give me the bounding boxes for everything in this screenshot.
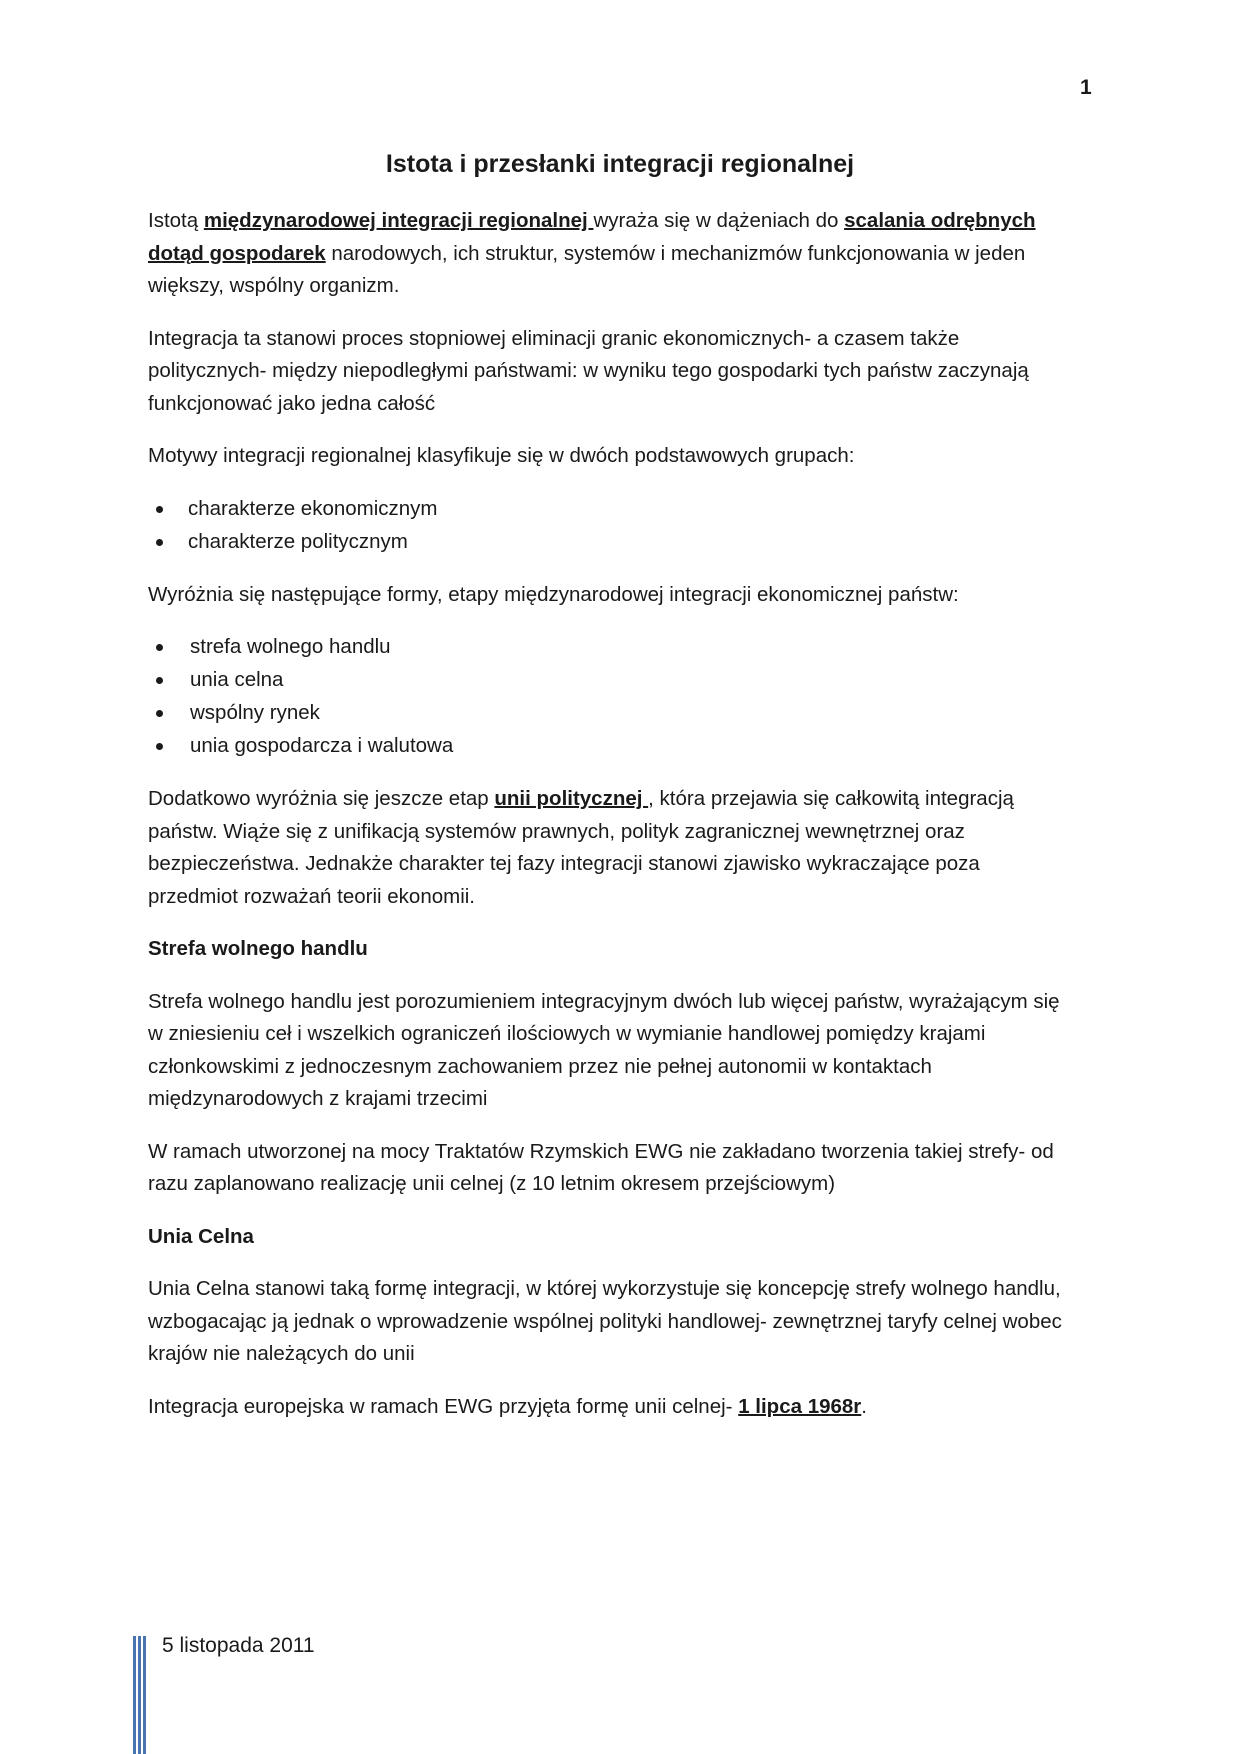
list-item: unia celna — [148, 664, 1068, 697]
accent-bar — [138, 1636, 141, 1754]
page-number: 1 — [1080, 76, 1092, 99]
term-political-union: unii politycznej — [494, 787, 649, 810]
forms-intro: Wyróżnia się następujące formy, etapy międzynarodowej integracji ekonomicznej państw: — [148, 582, 959, 606]
customs-union-date-paragraph: Integracja europejska w ramach EWG przyjęta formę unii celnej- 1 lipca 1968r. — [148, 1394, 867, 1418]
term-international-integration: międzynarodowej integracji regionalnej — [203, 209, 594, 232]
section-heading-free-trade: Strefa wolnego handlu — [148, 937, 368, 960]
footer-accent-bars — [133, 1636, 147, 1754]
list-item: unia gospodarcza i walutowa — [148, 730, 1068, 763]
list-item: strefa wolnego handlu — [148, 631, 1068, 664]
forms-list — [148, 631, 1068, 763]
footer-date: 5 listopada 2011 — [162, 1634, 315, 1657]
intro-paragraph: Istotą międzynarodowej integracji regionalnej wyraża się w dążeniach do scalania odrębnych dotąd gospodarek narodowych, ich struktur, systemów i mechanizmów funkcjonowania w jeden większy, wspólny organizm. — [148, 209, 1036, 297]
free-trade-paragraph: Strefa wolnego handlu jest porozumieniem integracyjnym dwóch lub więcej państw, wyrażającym się w zniesieniu ceł i wszelkich ograniczeń ilościowych w wymianie handlowej pomiędzy krajami członkowskimi z jednoczesnym zachowaniem przez nie pełnej autonomii w kontaktach międzynarodowych z krajami trzecimi — [148, 989, 1060, 1110]
list-item: charakterze ekonomicznym — [148, 493, 1068, 526]
political-union-paragraph: Dodatkowo wyróżnia się jeszcze etap unii politycznej , która przejawia się całkowitą integracją państw. Wiąże się z unifikacją systemów prawnych, polityk zagranicznej wewnętrznej oraz bezpieczeństwa. Jednakże charakter tej fazy integracji stanowi zjawisko wykraczające poza przedmiot rozważań teorii ekonomii. — [148, 787, 1014, 908]
term-merging-economies: scalania odrębnych dotąd gospodarek — [148, 209, 1036, 265]
integration-paragraph: Integracja ta stanowi proces stopniowej eliminacji granic ekonomicznych- a czasem także politycznych- między niepodległymi państwami: w wyniku tego gospodarki tych państw zaczynają funkcjonować jako jedna całość — [148, 326, 1029, 415]
customs-union-paragraph: Unia Celna stanowi taką formę integracji, w której wykorzystuje się koncepcję strefy wolnego handlu, wzbogacając ją jednak o wprowadzenie wspólnej polityki handlowej- zewnętrznej taryfy celnej wobec krajów nie należących do unii — [148, 1277, 1062, 1365]
accent-bar — [133, 1636, 136, 1754]
list-item: wspólny rynek — [148, 697, 1068, 730]
accent-bar — [143, 1636, 146, 1754]
date-highlight: 1 lipca 1968r — [738, 1394, 862, 1418]
page-title: Istota i przesłanki integracji regionalnej — [385, 150, 855, 178]
eec-paragraph: W ramach utworzonej na mocy Traktatów Rzymskich EWG nie zakładano tworzenia takiej strefy- od razu zaplanowano realizację unii celnej (z 10 letnim okresem przejściowym) — [148, 1139, 1054, 1195]
motives-intro: Motywy integracji regionalnej klasyfikuje się w dwóch podstawowych grupach: — [148, 444, 855, 467]
motives-list — [148, 493, 1068, 559]
section-heading-customs-union: Unia Celna — [148, 1224, 254, 1248]
list-item: charakterze politycznym — [148, 526, 1068, 559]
document-body — [148, 205, 1068, 1443]
